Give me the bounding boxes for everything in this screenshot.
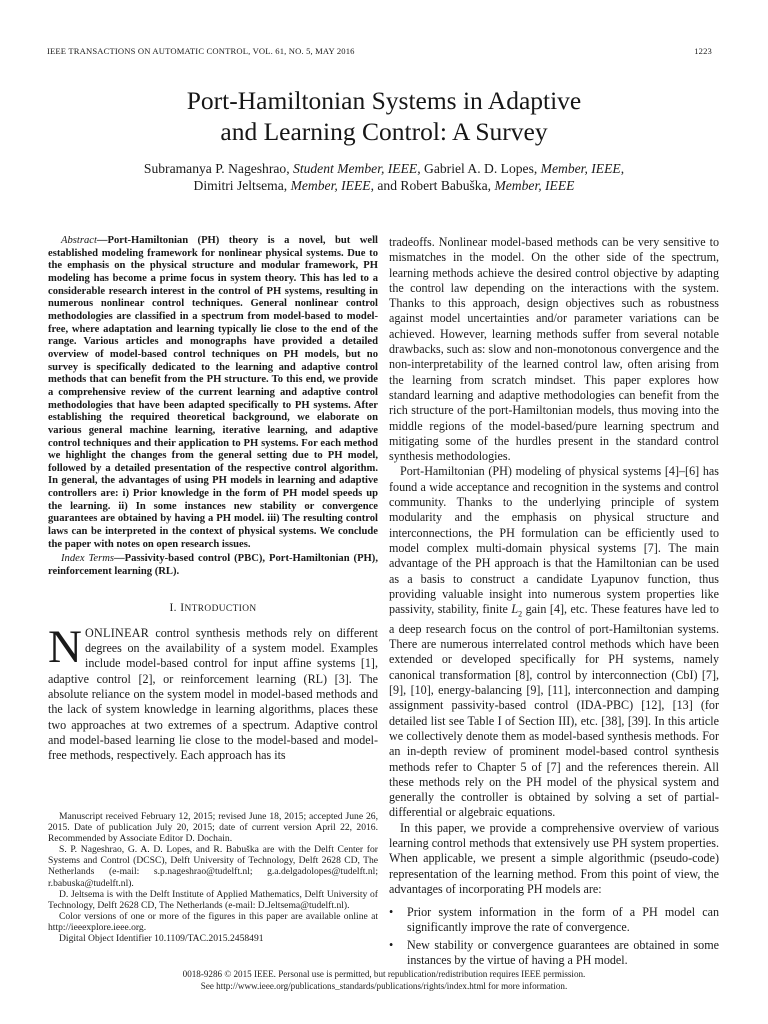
math-symbol: L bbox=[511, 602, 519, 617]
body-paragraph: In this paper, we provide a comprehensive overview of various learning control methods that extensively use PH system properties. When applicable, we present a simple algorithmic (pseudo-code) representation of the learning method. From this point of view, the advantages of incorporating PH models are: bbox=[389, 820, 719, 896]
author-membership: Member, IEEE bbox=[290, 178, 371, 193]
drop-cap: N bbox=[48, 620, 82, 673]
left-column bbox=[48, 235, 378, 763]
footnote-affiliation-2: D. Jeltsema is with the Delft Institute of Applied Mathematics, Delft University of Technology, Delft 2628 CD, The Netherlands (e-mail: D.Jeltsema@tudelft.nl). bbox=[48, 888, 378, 911]
index-terms-text: —Passivity-based control (PBC), Port-Hamiltonian (PH), reinforcement learning (RL). bbox=[48, 553, 378, 578]
bullet-icon: • bbox=[389, 905, 394, 920]
author-name: , Gabriel A. D. Lopes, bbox=[417, 161, 541, 176]
abstract bbox=[48, 235, 378, 551]
index-terms bbox=[48, 553, 378, 578]
footnotes bbox=[48, 811, 378, 944]
abstract-label: Abstract bbox=[61, 235, 97, 246]
section-numeral: I. I bbox=[169, 601, 185, 614]
body-paragraph bbox=[389, 464, 719, 820]
title-line-2: and Learning Control: A Survey bbox=[220, 117, 548, 146]
index-terms-label: Index Terms bbox=[61, 553, 114, 565]
author-membership: Student Member, IEEE bbox=[293, 161, 418, 176]
section-title: NTRODUCTION bbox=[184, 603, 257, 614]
copyright-footer bbox=[0, 968, 768, 992]
paragraph-text: Port-Hamiltonian (PH) modeling of physical systems [4]–[6] has found a wide acceptance and recognition in the systems and control community. Thanks to the underlying principle of system modularity and the emphasis on physical structure and interconnections, the PH formulation can be efficiently used to model complex multi-domain physical systems [7]. The main advantage of the PH approach is that the Hamiltonian can be used as a basis to construct a candidate Lyapunov function, thus providing valuable insight into numerous system properties like passivity, stability, finite bbox=[389, 464, 719, 617]
separator: , bbox=[620, 161, 625, 176]
section-heading-introduction bbox=[48, 602, 378, 614]
paragraph-text: gain [4], etc. These features have led to a deep research focus on the control of port-Hamiltonian systems. There are numerous interrelated control methods which have been extended or developed specifically for PH systems, namely canonical transformation [8], control by interconnection (CbI) [7], [9], [10], energy-balancing [9], [11], interconnection and damping assignment passivity-based control (IDA-PBC) [12], [13] (for detailed list see Table I of Section III), etc. [38], [39]. In this article we collectively denote them as model-based synthesis methods. For an in-depth review of prominent model-based control synthesis methods refer to Chapter 5 of [7] and the references therein. All these methods rely on the PH model of the physical system and generally the controller is obtained by solving a set of partial-differential or algebraic equations. bbox=[389, 602, 719, 820]
abstract-text: —Port-Hamiltonian (PH) theory is a novel, but well established modeling framework for nonlinear physical systems. Due to the emphasis on the physical structure and modular framework, PH modeling has become a prime focus in system theory. This has led to a considerable research interest in the control of PH systems, resulting in numerous nonlinear control techniques. General nonlinear control methodologies are classified in a spectrum from model-based to model-free, where adaptation and learning typically lie close to the end of the range. Various articles and monographs have provided a detailed overview of model-based control techniques on PH models, but no survey is specifically dedicated to the learning and adaptive control methods that can benefit from the PH structure. To this end, we provide a comprehensive review of the current learning and adaptive control methodologies that have been adapted specifically to PH systems. After establishing the required theoretical background, we elaborate on various general machine learning, iterative learning, and adaptive control techniques and their application to PH systems. For each method we highlight the changes from the general setting due to PH model, followed by a detailed presentation of the respective control algorithm. In general, the advantages of using PH models in learning and adaptive controllers are: i) Prior knowledge in the form of PH model speeds up the learning. ii) In some instances new stability or convergence guarantees are obtained by having a PH model. iii) The resulting control laws can be interpreted in the context of physical systems. We conclude the paper with notes on open research issues. bbox=[48, 235, 378, 550]
right-column bbox=[389, 235, 719, 970]
paper-title bbox=[0, 85, 768, 147]
page-number: 1223 bbox=[694, 46, 712, 56]
footnote-affiliation-1: S. P. Nageshrao, G. A. D. Lopes, and R. Babuška are with the Delft Center for Systems and Control (DCSC), Delft University of Technology, Delft 2628 CD, The Netherlands (e-mail: s.p.nageshrao@tudelft.nl; g.a.delgadolopes@tudelft.nl; r.babuska@tudelft.nl). bbox=[48, 844, 378, 889]
author-line-1 bbox=[0, 160, 768, 177]
intro-caps: ONLINEAR bbox=[84, 625, 150, 640]
author-list bbox=[0, 160, 768, 194]
author-membership: Member, IEEE bbox=[540, 161, 621, 176]
copyright-line: 0018-9286 © 2015 IEEE. Personal use is permitted, but republication/redistribution requires IEEE permission. bbox=[182, 969, 586, 979]
author-name: Subramanya P. Nageshrao, bbox=[143, 161, 294, 176]
author-name: Dimitri Jeltsema, bbox=[193, 178, 291, 193]
list-item-text: New stability or convergence guarantees are obtained in some instances by the virtue of having a PH model. bbox=[407, 937, 719, 968]
title-line-1: Port-Hamiltonian Systems in Adaptive bbox=[186, 86, 582, 115]
rights-url-line: See http://www.ieee.org/publications_standards/publications/rights/index.html for more information. bbox=[200, 981, 568, 991]
footnote-color-versions: Color versions of one or more of the figures in this paper are available online at http://ieeexplore.ieee.org. bbox=[48, 910, 378, 933]
intro-paragraph bbox=[48, 620, 378, 764]
list-item-text: Prior system information in the form of a PH model can significantly improve the rate of convergence. bbox=[407, 905, 719, 935]
footnote-doi: Digital Object Identifier 10.1109/TAC.2015.2458491 bbox=[59, 933, 264, 945]
author-name: , and Robert Babuška, bbox=[370, 178, 495, 193]
list-item bbox=[389, 938, 719, 969]
author-line-2 bbox=[0, 177, 768, 194]
list-item bbox=[389, 905, 719, 936]
math-subscript: 2 bbox=[518, 609, 523, 619]
author-membership: Member, IEEE bbox=[494, 178, 575, 193]
body-paragraph: tradeoffs. Nonlinear model-based methods can be very sensitive to mismatches in the model. On the other side of the spectrum, learning methods achieve the desired control objective by adapting the control law depending on the interactions with the system. Thanks to this approach, design objectives such as robustness against model uncertainties and/or parameter variations can be achieved. However, learning methods suffer from several notable drawbacks, such as: slow and non-monotonous convergence and the non-interpretability of the learned control law, often arising from the learning from scratch mindset. This paper explores how standard learning and adaptive methodologies can benefit from the rich structure of the port-Hamiltonian models, thus moving into the middle regions of the model-based/pure learning spectrum and mitigating some of the hurdles present in the standard control synthesis methodologies. bbox=[389, 235, 719, 464]
bullet-icon: • bbox=[389, 937, 394, 952]
advantages-list bbox=[389, 905, 719, 968]
footnote-manuscript: Manuscript received February 12, 2015; revised June 18, 2015; accepted June 26, 2015. Date of publication July 20, 2015; date of current version April 22, 2016. Recommended by Associate Editor D. Dochain. bbox=[48, 811, 378, 845]
running-header bbox=[47, 46, 712, 60]
intro-text: control synthesis methods rely on different degrees on the availability of a system model. Examples include model-based control for input affine systems [1], adaptive control [2], or reinforcement learning (RL) [3]. The absolute reliance on the system model in model-based methods and the lack of system knowledge in learning algorithms, places these two approaches at two extremes of a spectrum. Adaptive control and model-based learning lie close to the model-based and model-free methods, respectively. Each approach has its bbox=[48, 625, 378, 763]
journal-name: IEEE TRANSACTIONS ON AUTOMATIC CONTROL, VOL. 61, NO. 5, MAY 2016 bbox=[47, 46, 355, 56]
